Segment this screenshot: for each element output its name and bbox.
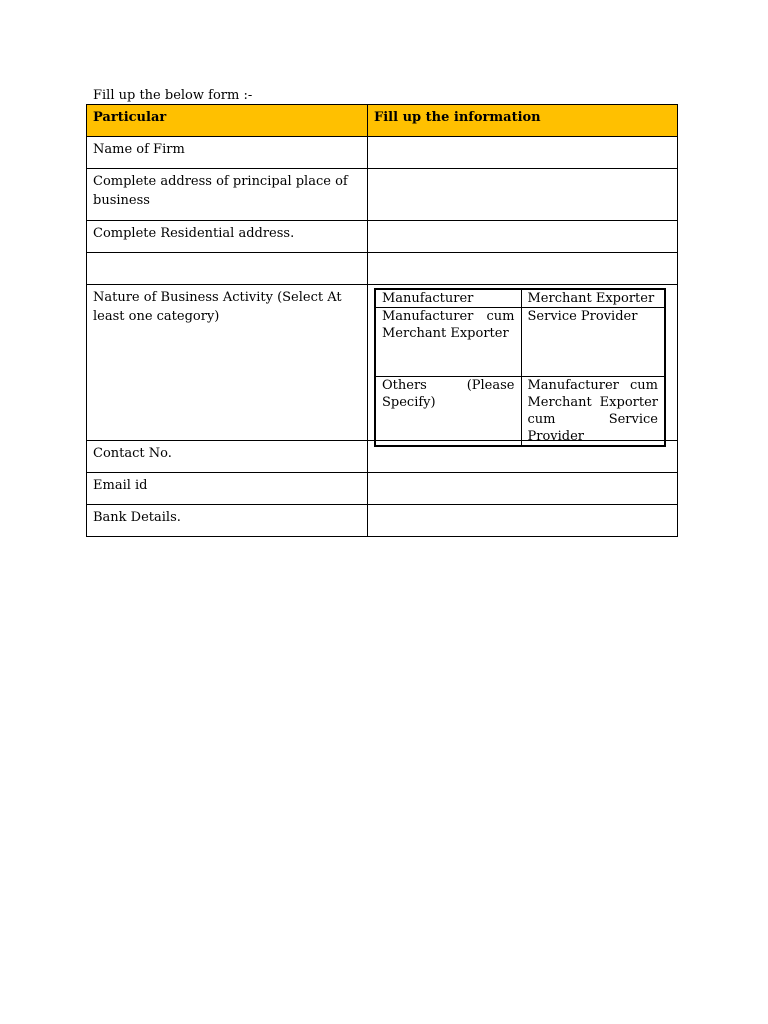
table-row <box>87 169 678 221</box>
label-blank <box>87 253 368 285</box>
category-option[interactable]: Manufacturer cum Merchant Exporter cum Service Provider <box>521 377 665 447</box>
input-bank-details[interactable] <box>368 505 678 537</box>
table-row <box>87 221 678 253</box>
input-email-id[interactable] <box>368 473 678 505</box>
category-option[interactable]: Service Provider <box>521 308 665 377</box>
label-email-id: Email id <box>87 473 368 505</box>
category-option[interactable]: Others (Please Specify) <box>375 377 521 447</box>
table-row <box>87 285 678 441</box>
category-option[interactable]: Merchant Exporter <box>521 289 665 308</box>
label-bank-details: Bank Details. <box>87 505 368 537</box>
table-row <box>87 505 678 537</box>
label-name-of-firm: Name of Firm <box>87 137 368 169</box>
table-row <box>87 473 678 505</box>
category-option[interactable]: Manufacturer <box>375 289 521 308</box>
input-blank[interactable] <box>368 253 678 285</box>
business-details-form <box>86 104 678 537</box>
header-particular: Particular <box>87 105 368 137</box>
label-contact-no: Contact No. <box>87 441 368 473</box>
label-residential-address: Complete Residential address. <box>87 221 368 253</box>
business-category-cell <box>368 285 678 444</box>
label-principal-address: Complete address of principal place of business <box>87 169 368 221</box>
input-principal-address[interactable] <box>368 169 678 221</box>
header-fill-info: Fill up the information <box>368 105 678 137</box>
table-row <box>87 253 678 285</box>
label-nature-of-business: Nature of Business Activity (Select At least one category) <box>87 285 368 441</box>
form-instruction: Fill up the below form :- <box>93 88 253 103</box>
business-category-grid <box>374 288 666 447</box>
input-name-of-firm[interactable] <box>368 137 678 169</box>
category-option[interactable]: Manufacturer cum Merchant Exporter <box>375 308 521 377</box>
table-row <box>87 137 678 169</box>
table-header-row <box>87 105 678 137</box>
input-residential-address[interactable] <box>368 221 678 253</box>
